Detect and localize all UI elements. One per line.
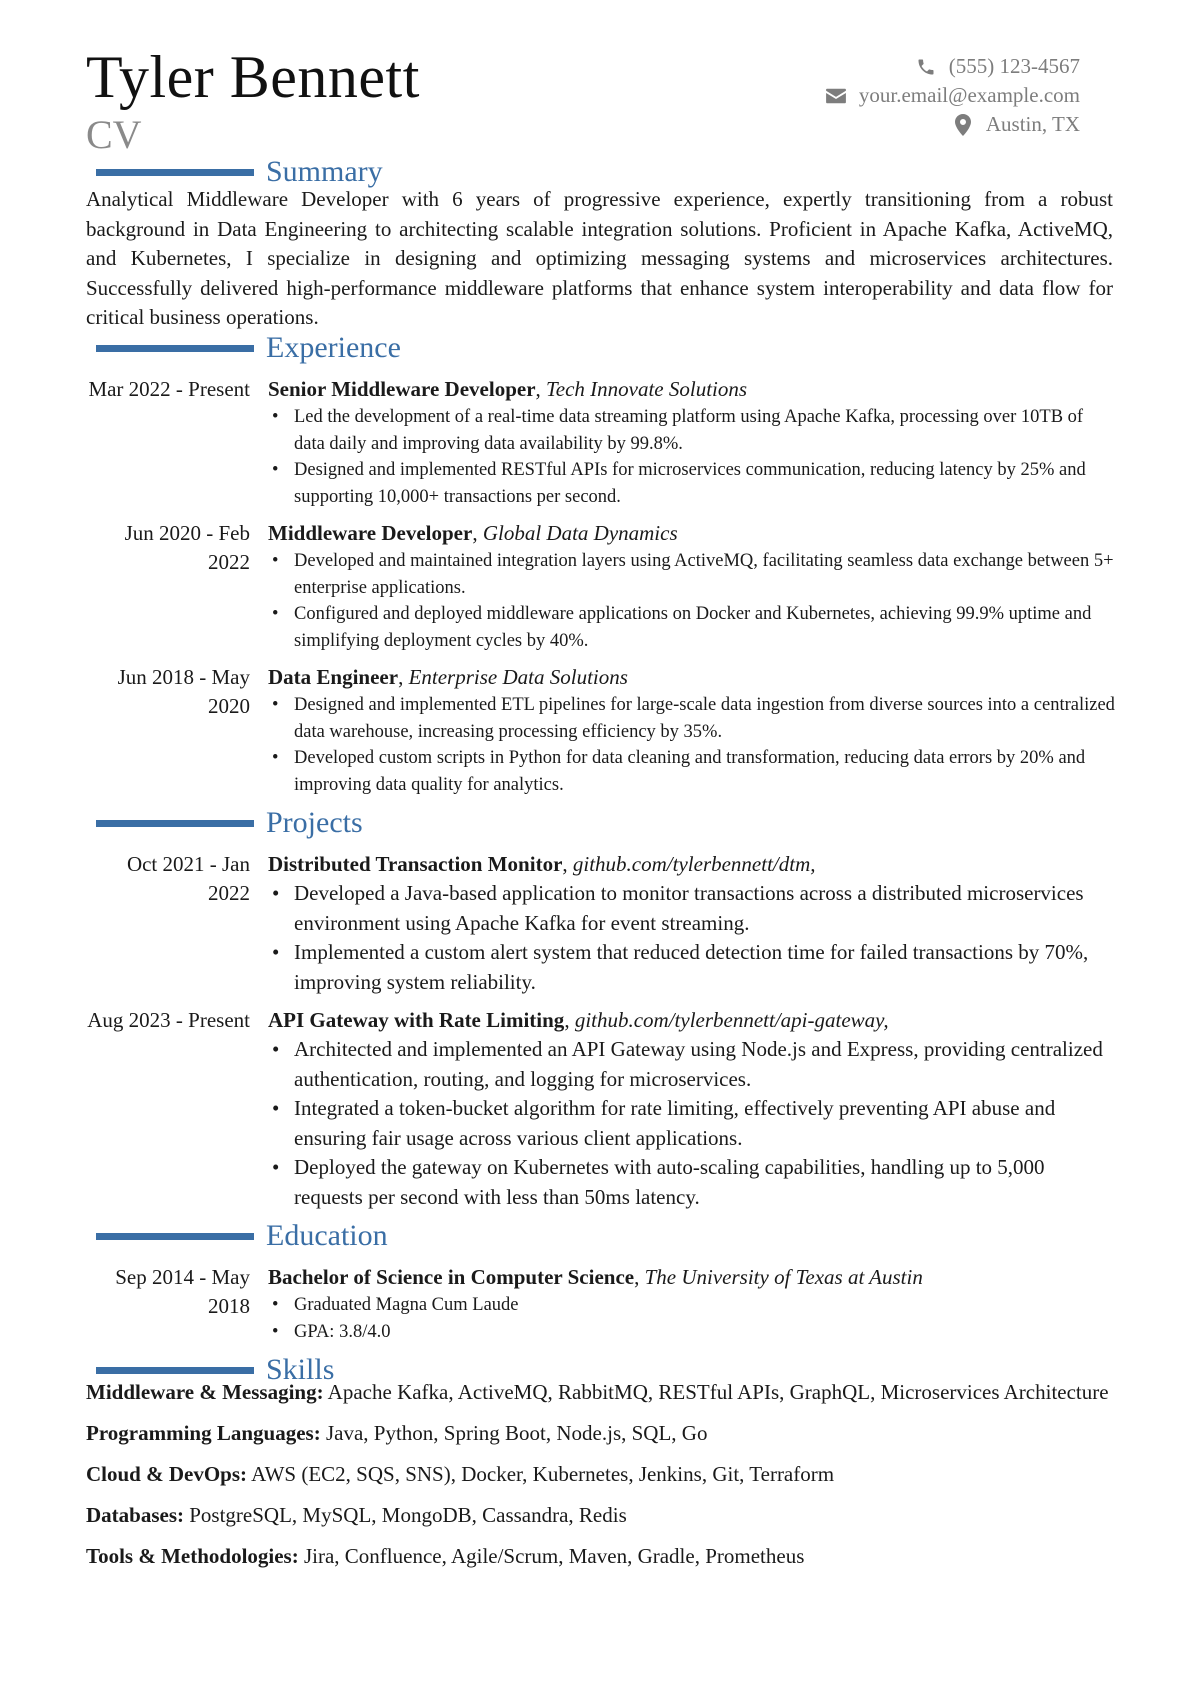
contact-block: [660, 52, 1080, 139]
contact-location-row: [660, 110, 1080, 139]
entry-role: API Gateway with Rate Limiting: [268, 1008, 565, 1032]
section-accent-bar: [96, 169, 254, 176]
list-item: • Developed and maintained integration layers using ActiveMQ, facilitating seamless data exchange between 5+ enterprise applications.: [268, 548, 1118, 601]
education-heading: [96, 1219, 388, 1253]
contact-email-row: [660, 81, 1080, 110]
entry-body: [268, 663, 1118, 798]
skill-label: Tools & Methodologies:: [86, 1544, 299, 1568]
section-title: Skills: [266, 1353, 335, 1386]
entry-role: Distributed Transaction Monitor: [268, 852, 563, 876]
skill-values: AWS (EC2, SQS, SNS), Docker, Kubernetes, Jenkins, Git, Terraform: [247, 1462, 835, 1486]
skill-values: PostgreSQL, MySQL, MongoDB, Cassandra, Redis: [184, 1503, 627, 1527]
project-link[interactable]: github.com/tylerbennett/dtm,: [572, 852, 816, 876]
section-title: Education: [266, 1219, 388, 1252]
list-item: • Deployed the gateway on Kubernetes with auto-scaling capabilities, handling up to 5,000 requests per second with less than 50ms latency.: [268, 1153, 1118, 1212]
section-title: Projects: [266, 806, 363, 839]
location-text: Austin, TX: [985, 112, 1080, 136]
entry-date: Jun 2020 - Feb 2022: [124, 521, 250, 574]
entry-heading: Data Engineer, Enterprise Data Solutions: [268, 665, 628, 689]
section-accent-bar: [96, 1367, 254, 1374]
entry-role: Senior Middleware Developer: [268, 377, 536, 401]
entry-bullets: [268, 692, 1118, 798]
envelope-icon: [825, 85, 847, 107]
list-item: • Designed and implemented ETL pipelines for large-scale data ingestion from diverse sources into a centralized data warehouse, increasing processing efficiency by 35%.: [268, 692, 1118, 745]
skill-label: Cloud & DevOps:: [86, 1462, 248, 1486]
project-link[interactable]: github.com/tylerbennett/api-gateway,: [574, 1008, 889, 1032]
entry-bullets: [268, 404, 1118, 510]
entry-body: [268, 1006, 1118, 1212]
list-item: • Architected and implemented an API Gateway using Node.js and Express, providing centralized authentication, routing, and logging for microservices.: [268, 1035, 1118, 1094]
summary-heading: [96, 155, 383, 189]
list-item: • Designed and implemented RESTful APIs for microservices communication, reducing latency by 25% and supporting 10,000+ transactions per second.: [268, 457, 1118, 510]
entry-body: [268, 850, 1118, 997]
skill-label: Middleware & Messaging:: [86, 1380, 324, 1404]
candidate-name: Tyler Bennett: [86, 44, 420, 110]
list-item: • Led the development of a real-time data streaming platform using Apache Kafka, processing over 10TB of data daily and improving data availability by 99.8%.: [268, 404, 1118, 457]
entry-org: Enterprise Data Solutions: [408, 665, 628, 689]
section-title: Experience: [266, 331, 401, 364]
entry-date: Aug 2023 - Present: [87, 1008, 250, 1032]
entry-body: [268, 519, 1118, 654]
skill-label: Programming Languages:: [86, 1421, 321, 1445]
entry-bullets: [268, 1035, 1118, 1212]
entry-date: Mar 2022 - Present: [88, 377, 250, 401]
entry-org: Global Data Dynamics: [482, 521, 678, 545]
skill-row: [86, 1460, 1116, 1489]
phone-icon: [915, 56, 937, 78]
list-item: • Developed custom scripts in Python for data cleaning and transformation, reducing data errors by 20% and improving data quality for analytics.: [268, 745, 1118, 798]
entry-date: Oct 2021 - Jan 2022: [126, 852, 250, 905]
entry-org: The University of Texas at Austin: [644, 1265, 923, 1289]
entry-body: [268, 375, 1118, 510]
skill-row: [86, 1378, 1116, 1407]
entry-org: Tech Innovate Solutions: [546, 377, 748, 401]
list-item: • Developed a Java-based application to monitor transactions across a distributed microservices environment using Apache Kafka for event streaming.: [268, 879, 1118, 938]
list-item: • Integrated a token-bucket algorithm for rate limiting, effectively preventing API abuse and ensuring fair usage across various client applications.: [268, 1094, 1118, 1153]
experience-heading: [96, 331, 401, 365]
section-accent-bar: [96, 345, 254, 352]
entry-role: Bachelor of Science in Computer Science: [268, 1265, 635, 1289]
entry-date: Jun 2018 - May 2020: [117, 665, 250, 718]
section-title: Summary: [266, 155, 383, 188]
entry-heading: Middleware Developer, Global Data Dynamics: [268, 521, 678, 545]
entry-body: [268, 1263, 1118, 1345]
entry-heading: API Gateway with Rate Limiting, github.com/tylerbennett/api-gateway,: [268, 1008, 889, 1032]
entry-bullets: [268, 1292, 1118, 1345]
list-item: • Implemented a custom alert system that reduced detection time for failed transactions by 70%, improving system reliability.: [268, 938, 1118, 997]
skills-list: [86, 1378, 1116, 1583]
contact-phone-row: [660, 52, 1080, 81]
skill-values: Jira, Confluence, Agile/Scrum, Maven, Gradle, Prometheus: [298, 1544, 805, 1568]
projects-heading: [96, 806, 363, 840]
section-accent-bar: [96, 820, 254, 827]
entry-role: Middleware Developer: [268, 521, 473, 545]
list-item: • GPA: 3.8/4.0: [268, 1319, 1118, 1346]
skill-row: [86, 1501, 1116, 1530]
entry-heading: Distributed Transaction Monitor, github.com/tylerbennett/dtm,: [268, 852, 816, 876]
entry-heading: Senior Middleware Developer, Tech Innovate Solutions: [268, 377, 748, 401]
document-label: CV: [86, 112, 142, 157]
skill-row: [86, 1419, 1116, 1448]
entry-date: Sep 2014 - May 2018: [115, 1265, 250, 1318]
entry-role: Data Engineer: [268, 665, 399, 689]
entry-bullets: [268, 879, 1118, 997]
phone-text[interactable]: (555) 123-4567: [948, 54, 1080, 78]
entry-heading: Bachelor of Science in Computer Science, The University of Texas at Austin: [268, 1265, 923, 1289]
skill-values: Apache Kafka, ActiveMQ, RabbitMQ, RESTful APIs, GraphQL, Microservices Architecture: [323, 1380, 1109, 1404]
summary-text: Analytical Middleware Developer with 6 years of progressive experience, expertly transitioning from a robust background in Data Engineering to architecting scalable integration solutions. Proficient in Apache Kafka, ActiveMQ, and Kubernetes, I specialize in designing and optimizing messaging systems and microservices architectures. Successfully delivered high-performance middleware platforms that enhance system interoperability and data flow for critical business operations.: [86, 187, 1113, 329]
list-item: • Configured and deployed middleware applications on Docker and Kubernetes, achieving 99.9% uptime and simplifying deployment cycles by 40%.: [268, 601, 1118, 654]
map-pin-icon: [952, 114, 974, 136]
entry-bullets: [268, 548, 1118, 654]
skill-values: Java, Python, Spring Boot, Node.js, SQL, Go: [320, 1421, 708, 1445]
skill-label: Databases:: [86, 1503, 184, 1527]
section-accent-bar: [96, 1233, 254, 1240]
skill-row: [86, 1542, 1116, 1571]
email-link[interactable]: your.email@example.com: [858, 83, 1080, 107]
list-item: • Graduated Magna Cum Laude: [268, 1292, 1118, 1319]
